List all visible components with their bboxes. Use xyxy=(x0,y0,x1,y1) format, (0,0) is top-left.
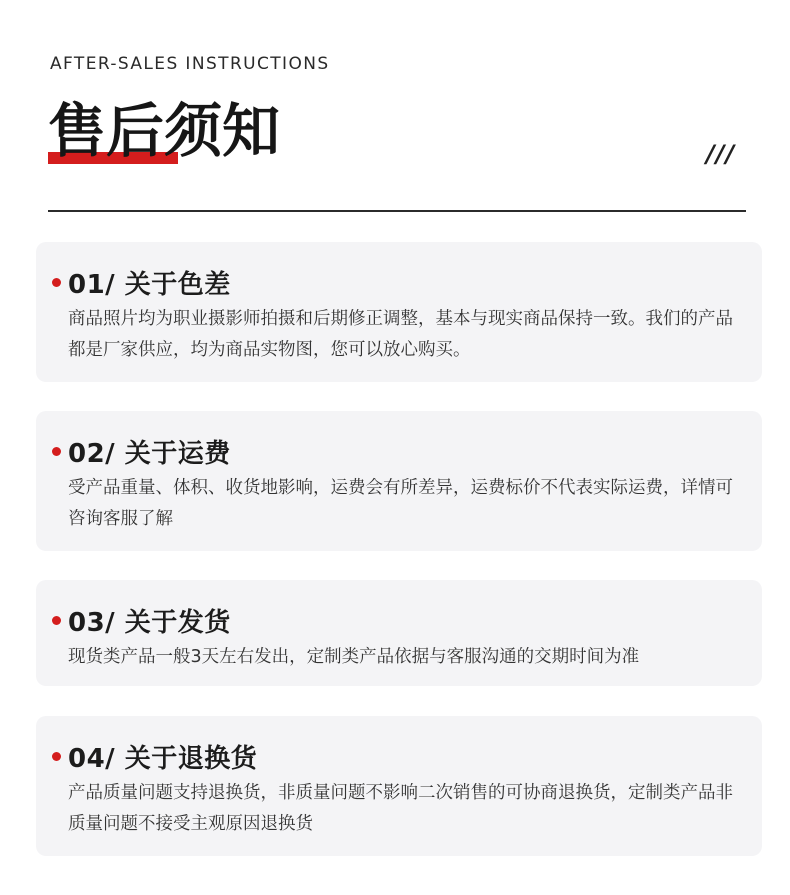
section-body: 产品质量问题支持退换货，非质量问题不影响二次销售的可协商退换货，定制类产品非质量问题不接受主观原因退换货 xyxy=(68,783,733,834)
section-title: 04/ 关于退换货 xyxy=(68,743,258,774)
section-body: 商品照片均为职业摄影师拍摄和后期修正调整，基本与现实商品保持一致。我们的产品都是厂家供应，均为商品实物图，您可以放心购买。 xyxy=(68,309,733,360)
section-heading xyxy=(52,264,231,300)
page-title: 售后须知 xyxy=(48,97,281,165)
subtitle-english: AFTER-SALES INSTRUCTIONS xyxy=(50,54,330,74)
bullet-dot-icon xyxy=(52,447,61,456)
section-card-shipping-fee xyxy=(36,411,762,551)
section-title: 03/ 关于发货 xyxy=(68,607,231,638)
decorative-slashes: /// xyxy=(706,140,736,168)
section-card-delivery xyxy=(36,580,762,686)
bullet-dot-icon xyxy=(52,752,61,761)
header-divider xyxy=(48,210,746,212)
section-body: 现货类产品一般3天左右发出，定制类产品依据与客服沟通的交期时间为准 xyxy=(68,647,640,667)
section-title: 02/ 关于运费 xyxy=(68,438,231,469)
section-heading xyxy=(52,738,257,774)
section-body: 受产品重量、体积、收货地影响，运费会有所差异，运费标价不代表实际运费，详情可咨询客服了解 xyxy=(68,478,733,529)
section-heading xyxy=(52,602,231,638)
section-title: 01/ 关于色差 xyxy=(68,269,231,300)
section-card-color-difference xyxy=(36,242,762,382)
section-heading xyxy=(52,433,231,469)
bullet-dot-icon xyxy=(52,616,61,625)
section-card-returns xyxy=(36,716,762,856)
bullet-dot-icon xyxy=(52,278,61,287)
title-block xyxy=(48,96,280,170)
